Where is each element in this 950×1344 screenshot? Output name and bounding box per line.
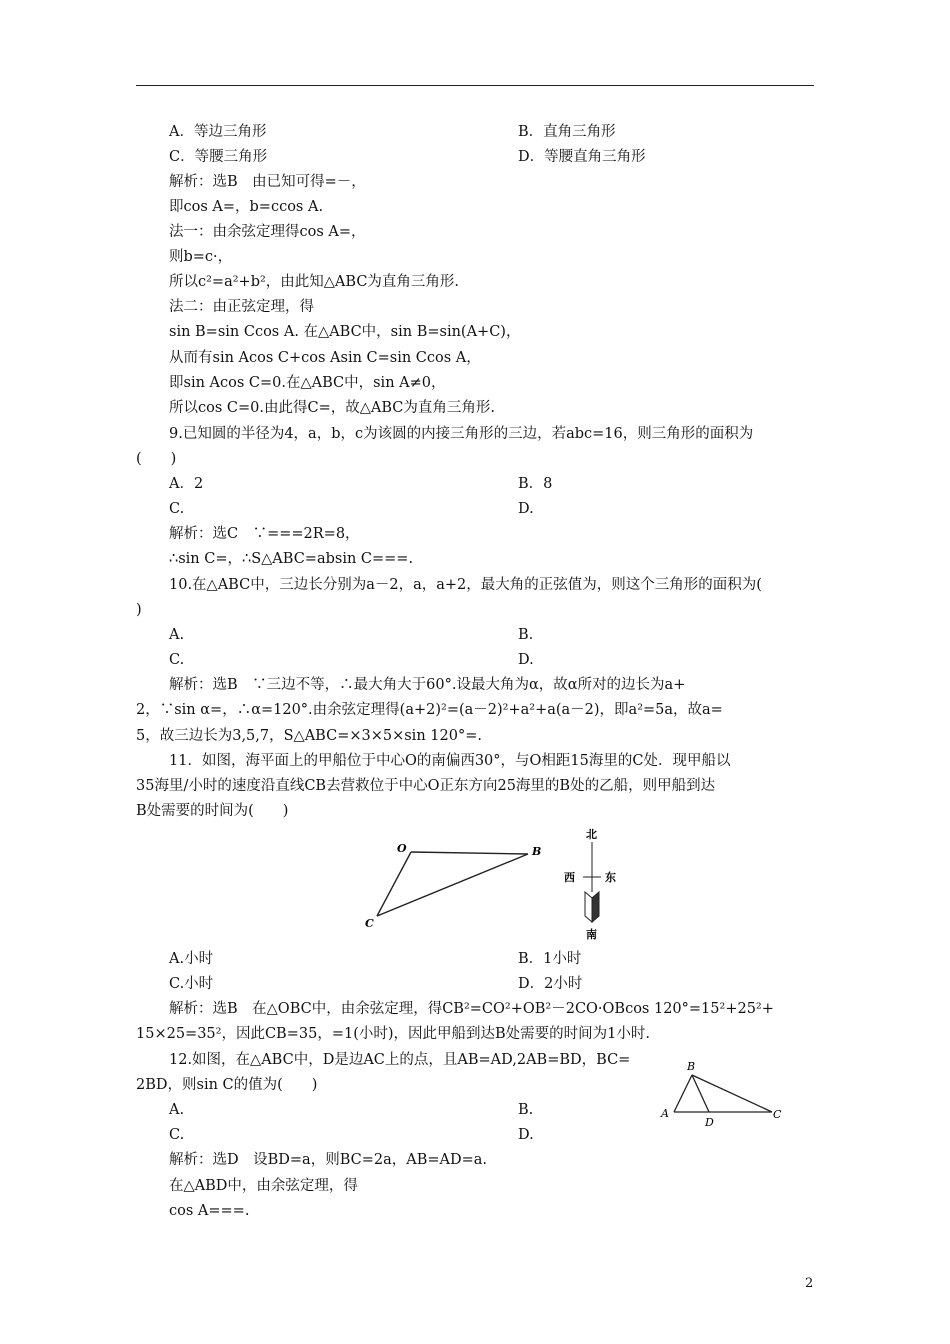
- q8-option-c: C．等腰三角形: [169, 149, 268, 165]
- q9-option-d: D.: [518, 501, 534, 517]
- q10-stem: 10.在△ABC中，三边长分别为a－2，a，a+2，最大角的正弦值为，则这个三角形的面积为(: [169, 577, 762, 593]
- q12-figure: [652, 1054, 790, 1130]
- q10-solution-line: 2，∵sin α=，∴α=120°.由余弦定理得(a+2)²=(a－2)²+a²+a(a－2)，即a²=5a，故a=: [136, 702, 723, 718]
- q12-option-a: A.: [169, 1102, 185, 1118]
- q9-stem: 9.已知圆的半径为4，a，b，c为该圆的内接三角形的三边，若abc=16，则三角形的面积为: [169, 426, 754, 442]
- point-c-label: C: [365, 917, 374, 930]
- page-number: 2: [805, 1276, 814, 1291]
- q8-solution-line: 从而有sin Acos C+cos Asin C=sin Ccos A，: [169, 350, 481, 366]
- q9-stem-paren: ( ): [136, 451, 177, 467]
- q12-solution-line: 解析：选D 设BD=a，则BC=2a，AB=AD=a.: [169, 1152, 488, 1168]
- q12-solution-line: cos A===.: [169, 1203, 250, 1219]
- q11-solution-line: 解析：选B 在△OBC中，由余弦定理，得CB²=CO²+OB²－2CO·OBcos 120°=15²+25²+: [169, 1001, 774, 1017]
- point-o-label: O: [397, 842, 407, 855]
- q11-stem: 11．如图，海平面上的甲船位于中心O的南偏西30°，与O相距15海里的C处．现甲船以: [169, 753, 731, 769]
- q11-stem: 35海里/小时的速度沿直线CB去营救位于中心O正东方向25海里的B处的乙船，则甲船到达: [136, 778, 716, 794]
- q9-option-a: A．2: [169, 476, 204, 492]
- q11-option-c: C.小时: [169, 976, 214, 992]
- q8-option-b: B．直角三角形: [518, 124, 616, 140]
- point-b-label: B: [687, 1060, 696, 1073]
- q8-solution-line: 所以cos C=0.由此得C=，故△ABC为直角三角形.: [169, 400, 495, 416]
- point-a-label: A: [661, 1107, 669, 1120]
- point-d-label: D: [705, 1116, 714, 1129]
- triangle-abc: [674, 1075, 772, 1112]
- q10-stem-paren: ): [136, 602, 142, 618]
- q12-stem: 2BD，则sin C的值为( ): [136, 1077, 318, 1093]
- q8-solution-line: 则b=c·，: [169, 249, 233, 265]
- compass-south-label: 南: [586, 928, 597, 941]
- q10-solution-line: 解析：选B ∵三边不等，∴最大角大于60°.设最大角为α，故α所对的边长为a+: [169, 677, 686, 693]
- q11-option-a: A.小时: [169, 951, 214, 967]
- q10-solution-line: 5，故三边长为3,5,7，S△ABC=×3×5×sin 120°=.: [136, 728, 482, 744]
- q11-solution-line: 15×25=35²，因此CB=35，=1(小时)，因此甲船到达B处需要的时间为1小时.: [136, 1026, 650, 1042]
- point-c-label: C: [773, 1108, 782, 1121]
- compass-icon: [583, 842, 601, 922]
- q8-option-a: A．等边三角形: [169, 124, 267, 140]
- q9-option-b: B．8: [518, 476, 553, 492]
- q12-option-c: C.: [169, 1127, 185, 1143]
- q10-option-b: B.: [518, 627, 534, 643]
- q11-stem: B处需要的时间为( ): [136, 803, 289, 819]
- q8-solution-line: 所以c²=a²+b²，由此知△ABC为直角三角形.: [169, 274, 460, 290]
- q9-solution-line: ∴sin C=，∴S△ABC=absin C===.: [169, 551, 414, 567]
- q9-solution-line: 解析：选C ∵===2R=8，: [169, 526, 360, 542]
- q11-figure: [355, 822, 645, 944]
- header-rule: [136, 85, 814, 86]
- q12-option-d: D.: [518, 1127, 534, 1143]
- q12-stem: 12.如图，在△ABC中，D是边AC上的点，且AB=AD,2AB=BD，BC=: [169, 1052, 631, 1068]
- q8-option-d: D．等腰直角三角形: [518, 149, 646, 165]
- q10-option-a: A.: [169, 627, 185, 643]
- point-b-label: B: [532, 845, 542, 858]
- compass-east-label: 东: [605, 871, 616, 884]
- q10-option-c: C.: [169, 652, 185, 668]
- q12-solution-line: 在△ABD中，由余弦定理，得: [169, 1178, 358, 1194]
- compass-west-label: 西: [564, 871, 575, 884]
- q10-option-d: D.: [518, 652, 534, 668]
- triangle-obc: [377, 852, 528, 916]
- q8-solution-line: 法一：由余弦定理得cos A=，: [169, 224, 366, 240]
- q8-solution-line: sin B=sin Ccos A. 在△ABC中，sin B=sin(A+C)，: [169, 324, 521, 340]
- compass-north-label: 北: [586, 828, 597, 841]
- q11-option-d: D．2小时: [518, 976, 583, 992]
- q8-solution-line: 即sin Acos C=0.在△ABC中，sin A≠0，: [169, 375, 446, 391]
- q9-option-c: C.: [169, 501, 185, 517]
- q11-option-b: B．1小时: [518, 951, 582, 967]
- q12-option-b: B.: [518, 1102, 534, 1118]
- q8-solution-line: 即cos A=，b=ccos A.: [169, 199, 324, 215]
- q8-solution-line: 法二：由正弦定理，得: [169, 299, 314, 315]
- q8-solution-line: 解析：选B 由已知可得=－，: [169, 174, 366, 190]
